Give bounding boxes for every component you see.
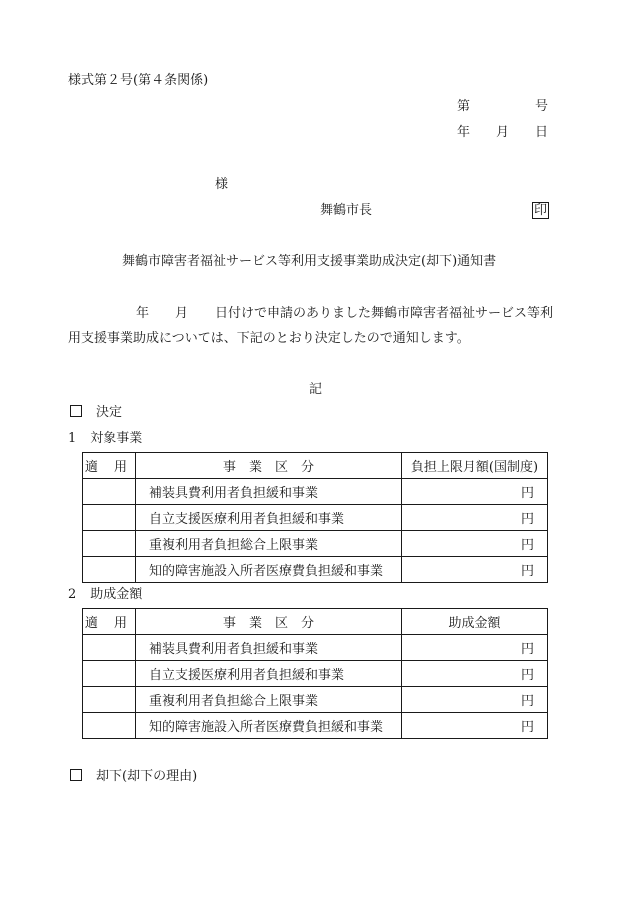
item-cell: 補装具費利用者負担緩和事業: [136, 635, 402, 661]
seal-box: 印: [534, 203, 548, 218]
body-line-1: 日付けで申請のありました舞鶴市障害者福祉サービス等利: [215, 306, 554, 321]
apply-cell[interactable]: [83, 687, 136, 713]
doc-number-prefix: 第: [457, 99, 471, 114]
section1-header-row: [83, 453, 548, 479]
doc-number-suffix: 号: [535, 99, 549, 114]
date-day: 日: [535, 125, 549, 140]
section2-header-apply: 適 用: [83, 609, 136, 635]
date-year: 年: [457, 125, 471, 140]
section1-heading: [68, 431, 142, 447]
apply-cell[interactable]: [83, 505, 136, 531]
section2-header-category-text: 事 業 区 分: [222, 616, 314, 631]
section1-header-amount: 負担上限月額(国制度): [402, 453, 548, 479]
rejection-option[interactable]: [70, 769, 197, 785]
section2-header-category: [136, 609, 402, 635]
table-row: [83, 635, 548, 661]
amount-cell[interactable]: 円: [402, 687, 548, 713]
rejection-label: 却下(却下の理由): [96, 769, 198, 784]
apply-cell[interactable]: [83, 661, 136, 687]
section1-number: 1: [68, 431, 77, 446]
section1-title: 対象事業: [90, 431, 143, 446]
apply-cell[interactable]: [83, 713, 136, 739]
body-date-month: 月: [175, 306, 189, 321]
table-row: [83, 713, 548, 739]
amount-cell[interactable]: 円: [402, 635, 548, 661]
decision-option[interactable]: [70, 405, 122, 421]
table-row: [83, 557, 548, 583]
apply-cell[interactable]: [83, 531, 136, 557]
section2-table: [82, 608, 548, 739]
date-month: 月: [496, 125, 510, 140]
section1-header-category: [136, 453, 402, 479]
amount-cell[interactable]: 円: [402, 713, 548, 739]
decision-checkbox[interactable]: [70, 405, 82, 417]
section2-header-amount: 助成金額: [402, 609, 548, 635]
item-cell: 補装具費利用者負担緩和事業: [136, 479, 402, 505]
body-line-2: 用支援事業助成については、下記のとおり決定したので通知します。: [68, 331, 470, 346]
section2-title: 助成金額: [90, 587, 143, 602]
item-cell: 知的障害施設入所者医療費負担緩和事業: [136, 713, 402, 739]
item-cell: 自立支援医療利用者負担緩和事業: [136, 505, 402, 531]
rejection-checkbox[interactable]: [70, 769, 82, 781]
section1-table: [82, 452, 548, 583]
amount-cell[interactable]: 円: [402, 531, 548, 557]
apply-cell[interactable]: [83, 635, 136, 661]
amount-cell[interactable]: 円: [402, 661, 548, 687]
recipient-suffix: 様: [215, 177, 229, 192]
section1-header-category-text: 事 業 区 分: [222, 460, 314, 475]
item-cell: 重複利用者負担総合上限事業: [136, 531, 402, 557]
table-row: [83, 687, 548, 713]
item-cell: 重複利用者負担総合上限事業: [136, 687, 402, 713]
section2-header-row: [83, 609, 548, 635]
document-title: 舞鶴市障害者福祉サービス等利用支援事業助成決定(却下)通知書: [122, 254, 497, 269]
form-label: 様式第２号(第４条関係): [68, 73, 209, 88]
section2-number: 2: [68, 587, 77, 602]
amount-cell[interactable]: 円: [402, 479, 548, 505]
issuer-name: 舞鶴市長: [320, 203, 373, 218]
decision-label: 決定: [96, 405, 123, 420]
body-date-year: 年: [136, 306, 150, 321]
ki-heading: 記: [309, 382, 323, 397]
apply-cell[interactable]: [83, 479, 136, 505]
table-row: [83, 479, 548, 505]
item-cell: 自立支援医療利用者負担緩和事業: [136, 661, 402, 687]
table-row: [83, 505, 548, 531]
apply-cell[interactable]: [83, 557, 136, 583]
amount-cell[interactable]: 円: [402, 557, 548, 583]
seal-mark: [532, 202, 549, 219]
table-row: [83, 661, 548, 687]
amount-cell[interactable]: 円: [402, 505, 548, 531]
item-cell: 知的障害施設入所者医療費負担緩和事業: [136, 557, 402, 583]
section1-header-apply: 適 用: [83, 453, 136, 479]
section2-heading: [68, 587, 142, 603]
table-row: [83, 531, 548, 557]
